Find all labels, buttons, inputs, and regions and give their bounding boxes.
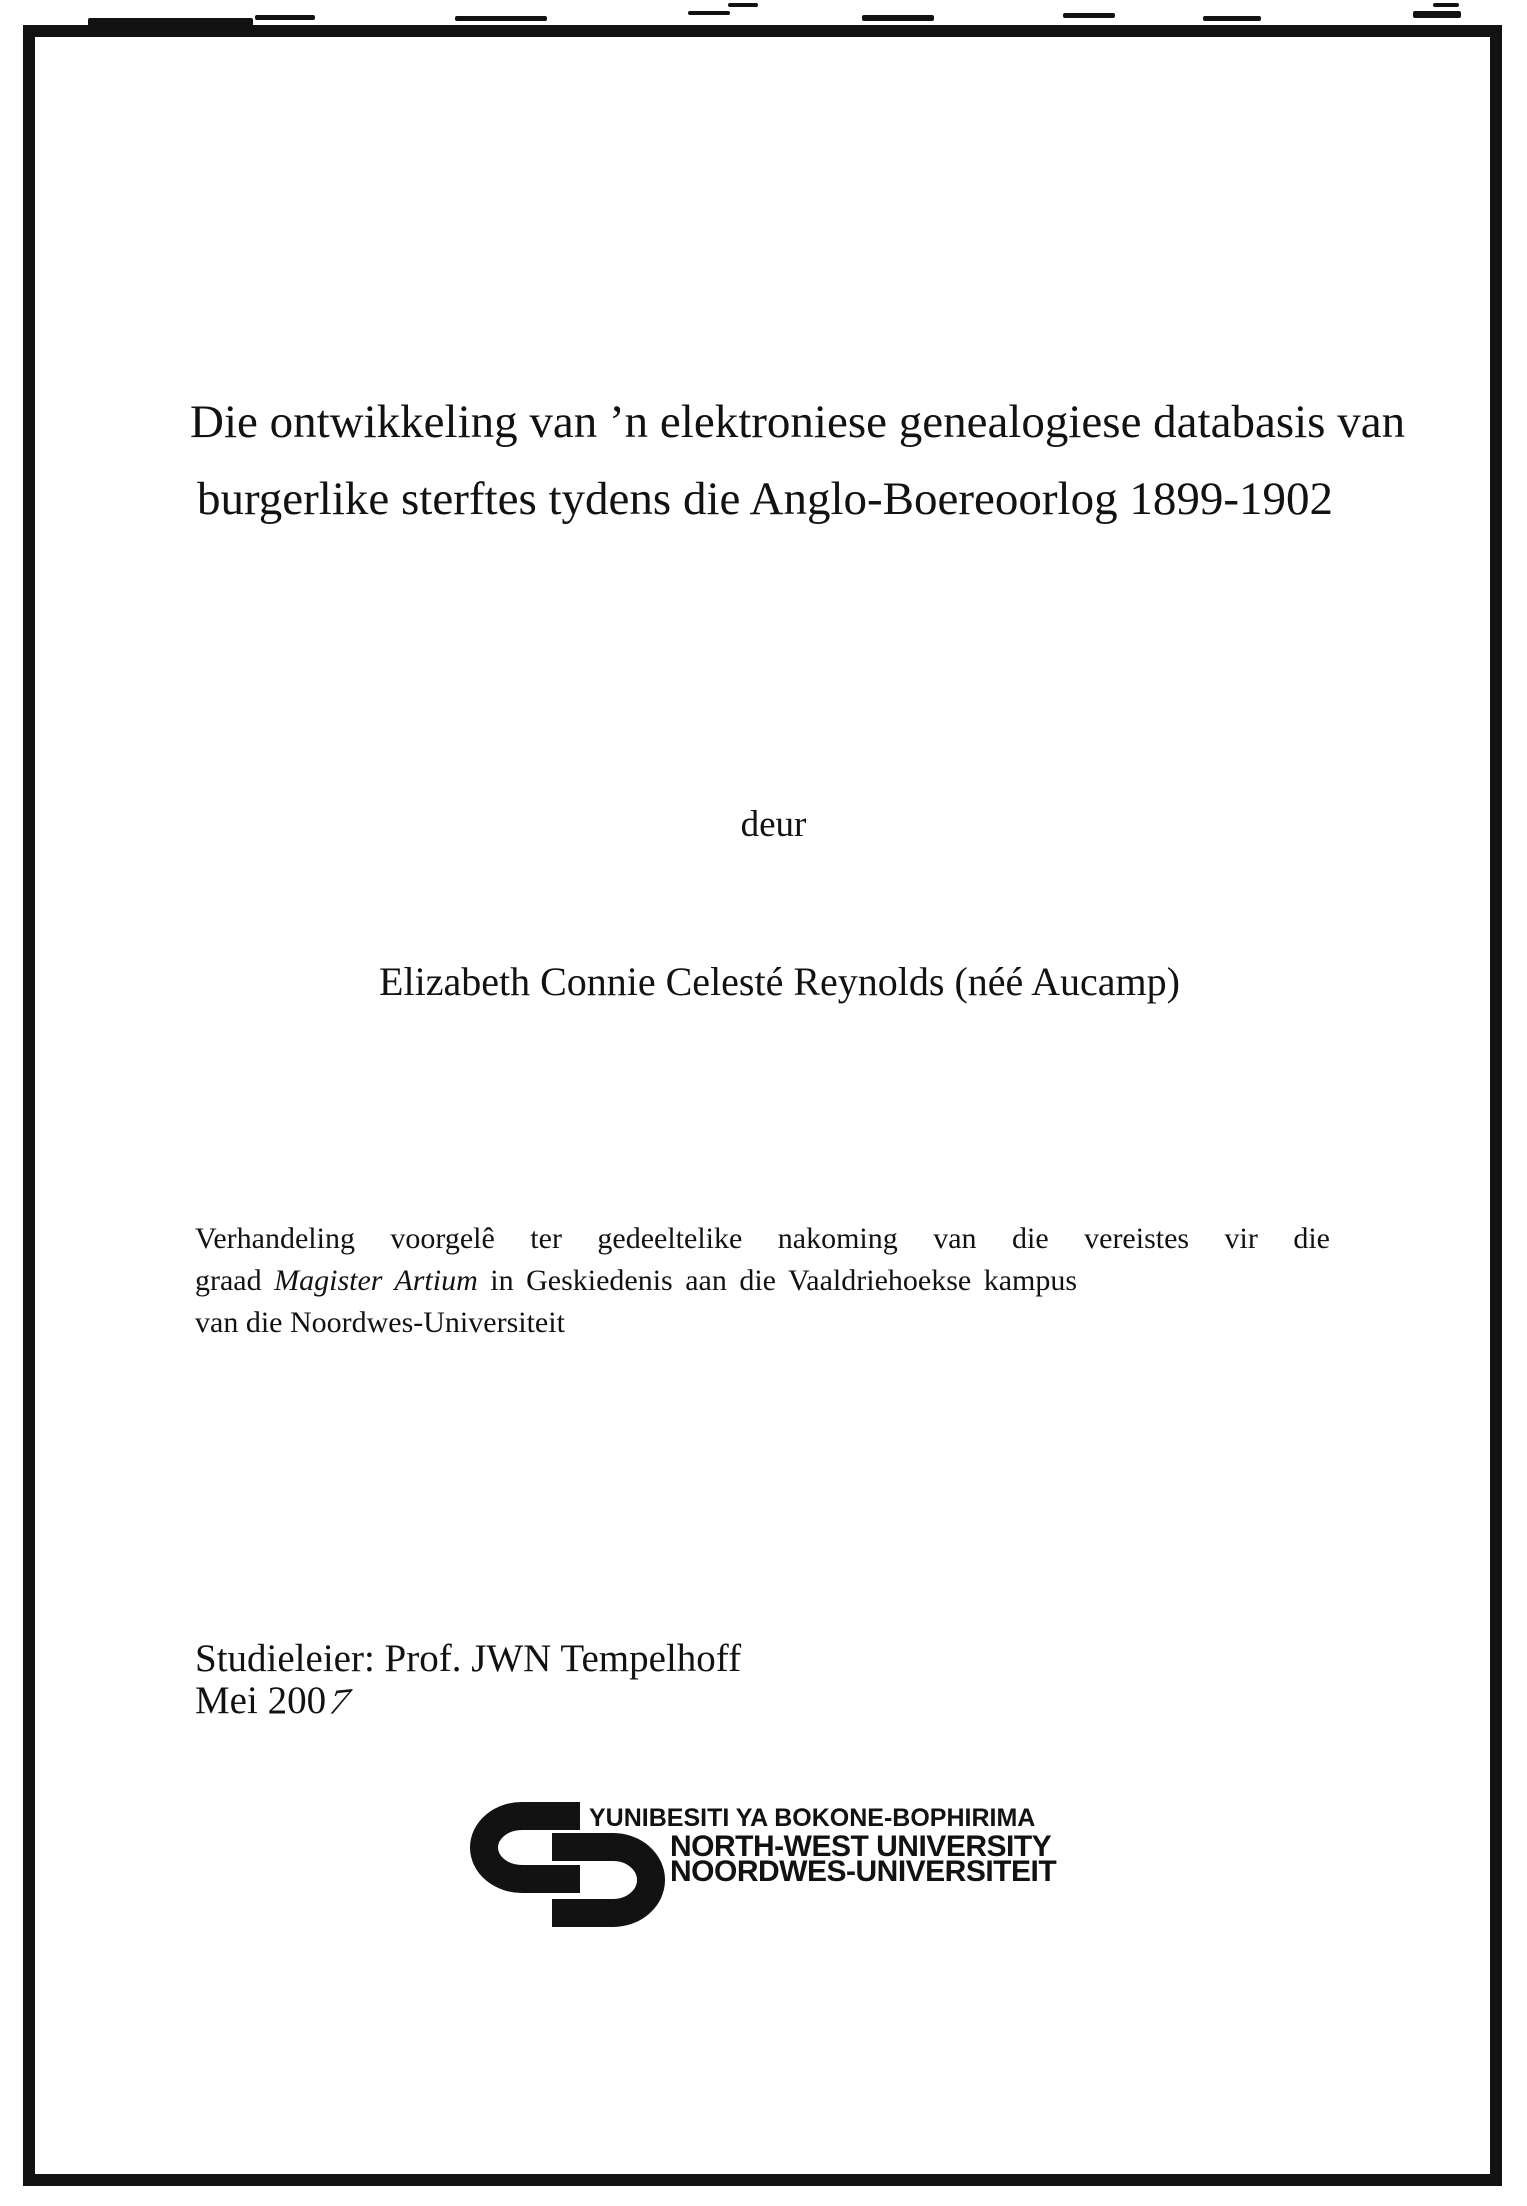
nwu-logo-text-line3: NOORDWES-UNIVERSITEIT xyxy=(670,1855,1057,1888)
degree-statement-line3: van die Noordwes-Universiteit xyxy=(195,1306,565,1339)
date-last-digit: 7 xyxy=(322,1681,357,1723)
thesis-title-line2: burgerlike sterftes tydens die Anglo-Boereoorlog 1899-1902 xyxy=(196,473,1334,525)
nwu-logo-text-line2: NORTH-WEST UNIVERSITY xyxy=(670,1830,1052,1863)
degree-statement-line1: Verhandeling voorgelê ter gedeeltelike nakoming van die vereistes vir die xyxy=(195,1222,1330,1255)
supervisor-line: Studieleier: Prof. JWN Tempelhoff xyxy=(195,1637,742,1680)
degree-statement-line2-suffix: in Geskiedenis aan die Vaaldriehoekse kampus xyxy=(477,1264,1078,1297)
supervisor-block xyxy=(195,1638,741,1722)
degree-name-italic: Magister Artium xyxy=(274,1264,478,1297)
scan-artifact xyxy=(862,15,934,21)
scan-artifact xyxy=(1413,11,1461,18)
degree-statement-line2 xyxy=(195,1260,1330,1302)
author-name: Elizabeth Connie Celesté Reynolds (néé Aucamp) xyxy=(379,959,1180,1004)
scan-artifact xyxy=(1433,3,1459,7)
scan-artifact xyxy=(455,16,547,21)
scan-artifact xyxy=(728,3,758,7)
thesis-title-line1: Die ontwikkeling van ’n elektroniese genealogiese databasis van xyxy=(190,396,1406,448)
scan-artifact xyxy=(1063,13,1115,18)
thesis-title xyxy=(190,384,1406,538)
scan-artifact xyxy=(255,15,315,20)
degree-statement xyxy=(195,1218,1330,1344)
date-line xyxy=(195,1680,741,1722)
scan-artifact xyxy=(1203,16,1261,21)
scan-artifact xyxy=(88,18,253,26)
date-prefix: Mei 200 xyxy=(195,1679,327,1722)
scan-artifact xyxy=(688,11,730,15)
degree-statement-line2-prefix: graad xyxy=(195,1264,275,1297)
nwu-logo xyxy=(470,1800,1110,1940)
nwu-logo-text-line1: YUNIBESITI YA BOKONE-BOPHIRIMA xyxy=(589,1804,1036,1832)
byline-deur: deur xyxy=(740,804,807,845)
